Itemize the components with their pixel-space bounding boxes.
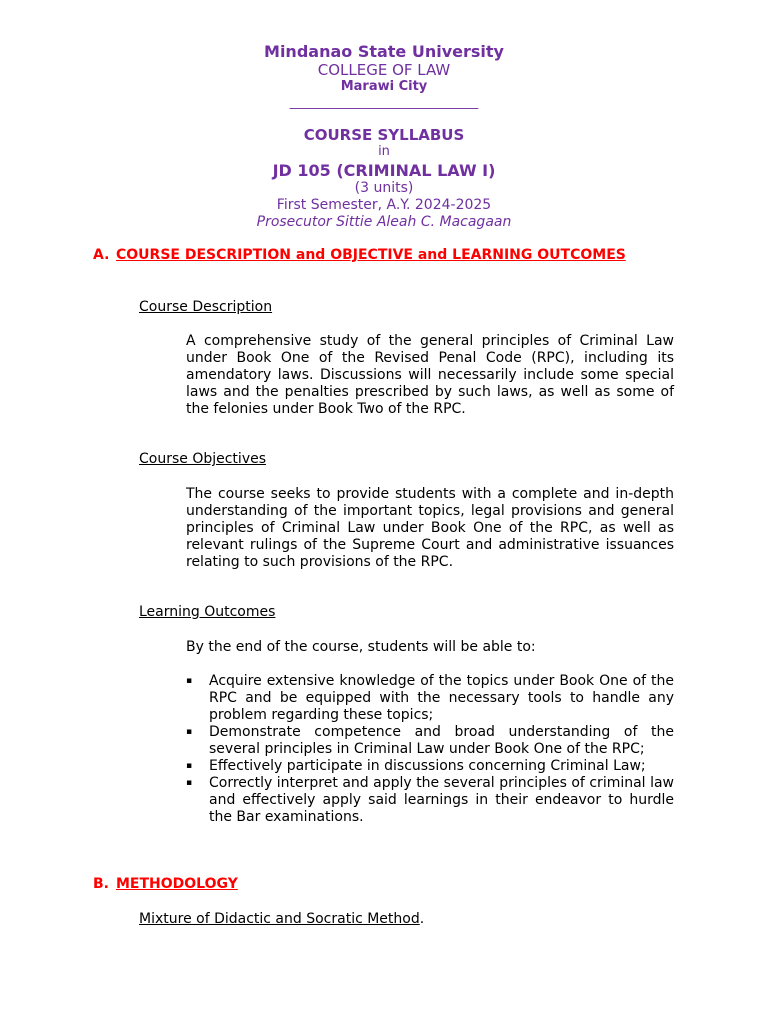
course-description-heading: Course Description [139, 299, 273, 315]
methodology-text [139, 911, 424, 928]
section-b-letter: B. [93, 876, 109, 892]
methodology-link-text: Mixture of Didactic and Socratic Method [139, 911, 420, 927]
professor-name: Prosecutor Sittie Aleah C. Macagaan [256, 214, 512, 230]
document-type: COURSE SYLLABUS [303, 126, 465, 144]
header-in: in [378, 144, 390, 159]
learning-outcomes-intro: By the end of the course, students will be able to: [186, 639, 536, 655]
section-b-title: METHODOLOGY [116, 876, 238, 892]
section-a-heading [93, 247, 675, 264]
city-name: Marawi City [340, 79, 428, 94]
course-objectives-text: The course seeks to provide students with a complete and in-depth understanding of the important topics, legal provisions and general principles of Criminal Law under Book One of the RPC, as well as relevant rulings of the Supreme Court and administrative issuances relating to such provisions of the RPC. [186, 486, 674, 570]
course-title: JD 105 (CRIMINAL LAW I) [272, 161, 496, 180]
university-name: Mindanao State University [264, 42, 504, 61]
course-units: (3 units) [354, 180, 414, 196]
bullet-square-icon: ▪ [186, 676, 193, 686]
bullet-square-icon: ▪ [186, 761, 193, 771]
list-item: ▪ Acquire extensive knowledge of the topics under Book One of the RPC and be equipped with the necessary tools to handle any problem regarding these topics; [186, 673, 674, 723]
section-b-heading [93, 876, 675, 893]
learning-outcomes-heading: Learning Outcomes [139, 604, 276, 620]
header-rule: _____________________________ [289, 95, 479, 110]
semester: First Semester, A.Y. 2024-2025 [276, 197, 492, 213]
section-a-title: COURSE DESCRIPTION and OBJECTIVE and LEARNING OUTCOMES [116, 247, 626, 263]
course-description-text: A comprehensive study of the general principles of Criminal Law under Book One of the Revised Penal Code (RPC), including its amendatory laws. Discussions will necessarily include some special laws and the penalties prescribed by such laws, as well as some of the felonies under Book Two of the RPC. [186, 333, 674, 417]
list-item: ▪ Demonstrate competence and broad understanding of the several principles in Criminal Law under Book One of the RPC; [186, 724, 674, 757]
course-objectives-heading: Course Objectives [139, 451, 267, 467]
list-item: ▪ Effectively participate in discussions concerning Criminal Law; [186, 758, 646, 774]
section-a-letter: A. [93, 247, 110, 263]
learning-outcomes-list [186, 673, 674, 826]
college-name: COLLEGE OF LAW [317, 61, 451, 79]
bullet-square-icon: ▪ [186, 727, 193, 737]
bullet-square-icon: ▪ [186, 778, 193, 788]
list-item: ▪ Correctly interpret and apply the several principles of criminal law and effectively apply said learnings in their endeavor to hurdle the Bar examinations. [186, 775, 674, 825]
methodology-period: . [419, 911, 425, 927]
